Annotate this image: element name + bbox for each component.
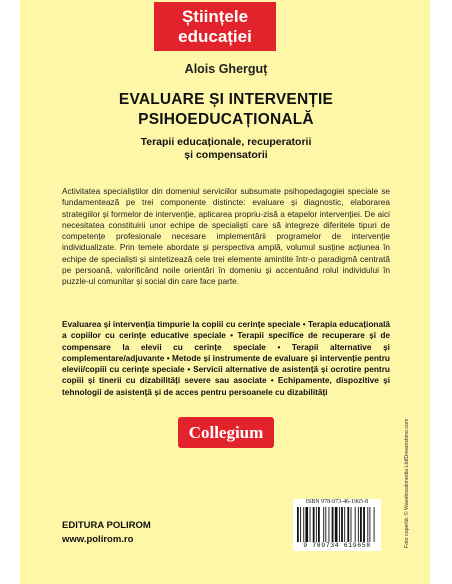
barcode-bar <box>363 507 365 542</box>
barcode-bar <box>318 507 320 542</box>
subtitle-line-1: Terapii educaționale, recuperatorii <box>140 136 312 148</box>
title-line-1: EVALUARE ȘI INTERVENȚIE <box>118 91 334 108</box>
barcode-bar <box>335 507 338 542</box>
description-paragraph: Activitatea specialiștilor din domeniul serviciilor subsumate psihopedagogiei speciale se fundamentează pe trei componente distincte: evaluare și diagnostic, elaborarea strategiilor și formelor de intervenție, aplicarea propriu-zisă a etapelor intervenției. De aici necesitatea constituirii unor echipe de specialiști care să integreze diferitele tipuri de competențe profesionale necesare implementării programelor de intervenție individualizate. Prin temele abordate și perspectiva amplă, volumul susține acțiunea în echipe de specialiști și sintetizează cele trei elemente amintite într-o paradigmă centrată pe persoană, valorificând noile orientări în domeniu și accentuând rolul individului în puzzle-ul comunitar și social din care face parte. <box>62 186 390 286</box>
barcode-bar <box>358 507 359 542</box>
barcode-bar <box>374 507 375 542</box>
barcode-bar <box>339 507 340 542</box>
barcode-bar <box>316 507 317 542</box>
barcode-bar <box>347 507 349 542</box>
barcode-bar <box>305 507 308 542</box>
barcode-bar <box>297 507 299 542</box>
book-subtitle <box>0 136 452 162</box>
barcode-bar <box>313 507 315 542</box>
series-line-2: educației <box>178 27 252 46</box>
book-title <box>0 90 452 130</box>
series-line-1: Științele <box>181 7 249 26</box>
barcode-bar <box>325 507 326 542</box>
barcode-bar <box>355 507 356 542</box>
publisher-name: EDITURA POLIROM <box>62 520 151 531</box>
barcode-bar <box>351 507 352 542</box>
publisher-info <box>62 519 151 547</box>
isbn-barcode <box>293 499 381 551</box>
barcode-bar <box>303 507 304 542</box>
barcode-bar <box>360 507 362 542</box>
barcode-bar <box>344 507 345 542</box>
topics-list: Evaluarea și intervenția timpurie la copiii cu cerințe speciale • Terapia educațională a copiilor cu cerințe educative speciale • Terapii specifice de recuperare și de compensare la elevii cu cerințe speciale • Terapii alternative și complementare/adjuvante • Metode și instrumente de evaluare și intervenție pentru elevii/copiii cu cerințe speciale • Servicii alternative de asistență și ocrotire pentru copiii și tinerii cu dizabilități severe sau asociate • Echipamente, dispozitive și tehnologii de asistență și de acces pentru persoanele cu dizabilități <box>62 319 390 397</box>
barcode-bar <box>332 507 334 542</box>
barcode-bars-icon <box>297 507 377 542</box>
barcode-bar <box>341 507 343 542</box>
barcode-bar <box>310 507 311 542</box>
barcode-bar <box>367 507 368 542</box>
subtitle-line-2: și compensatorii <box>184 149 268 161</box>
barcode-bar <box>329 507 330 542</box>
collegium-logo: Collegium <box>178 417 274 448</box>
author-name: Alois Gherguț <box>184 62 268 76</box>
barcode-number: 9 789734 619658 <box>303 542 371 549</box>
photo-credit: Foto copertă: © Wavebreakmedia Ltd/Dreamstime.com <box>404 418 410 548</box>
series-label <box>154 2 276 51</box>
publisher-url: www.polirom.ro <box>62 534 134 545</box>
book-back-cover <box>20 0 430 584</box>
barcode-bar <box>300 507 301 542</box>
isbn-text: ISBN 978-973-46-1965-8 <box>305 499 369 505</box>
title-line-2: PSIHOEDUCAȚIONALĂ <box>138 111 314 128</box>
barcode-bar <box>323 507 324 542</box>
barcode-bar <box>369 507 370 542</box>
